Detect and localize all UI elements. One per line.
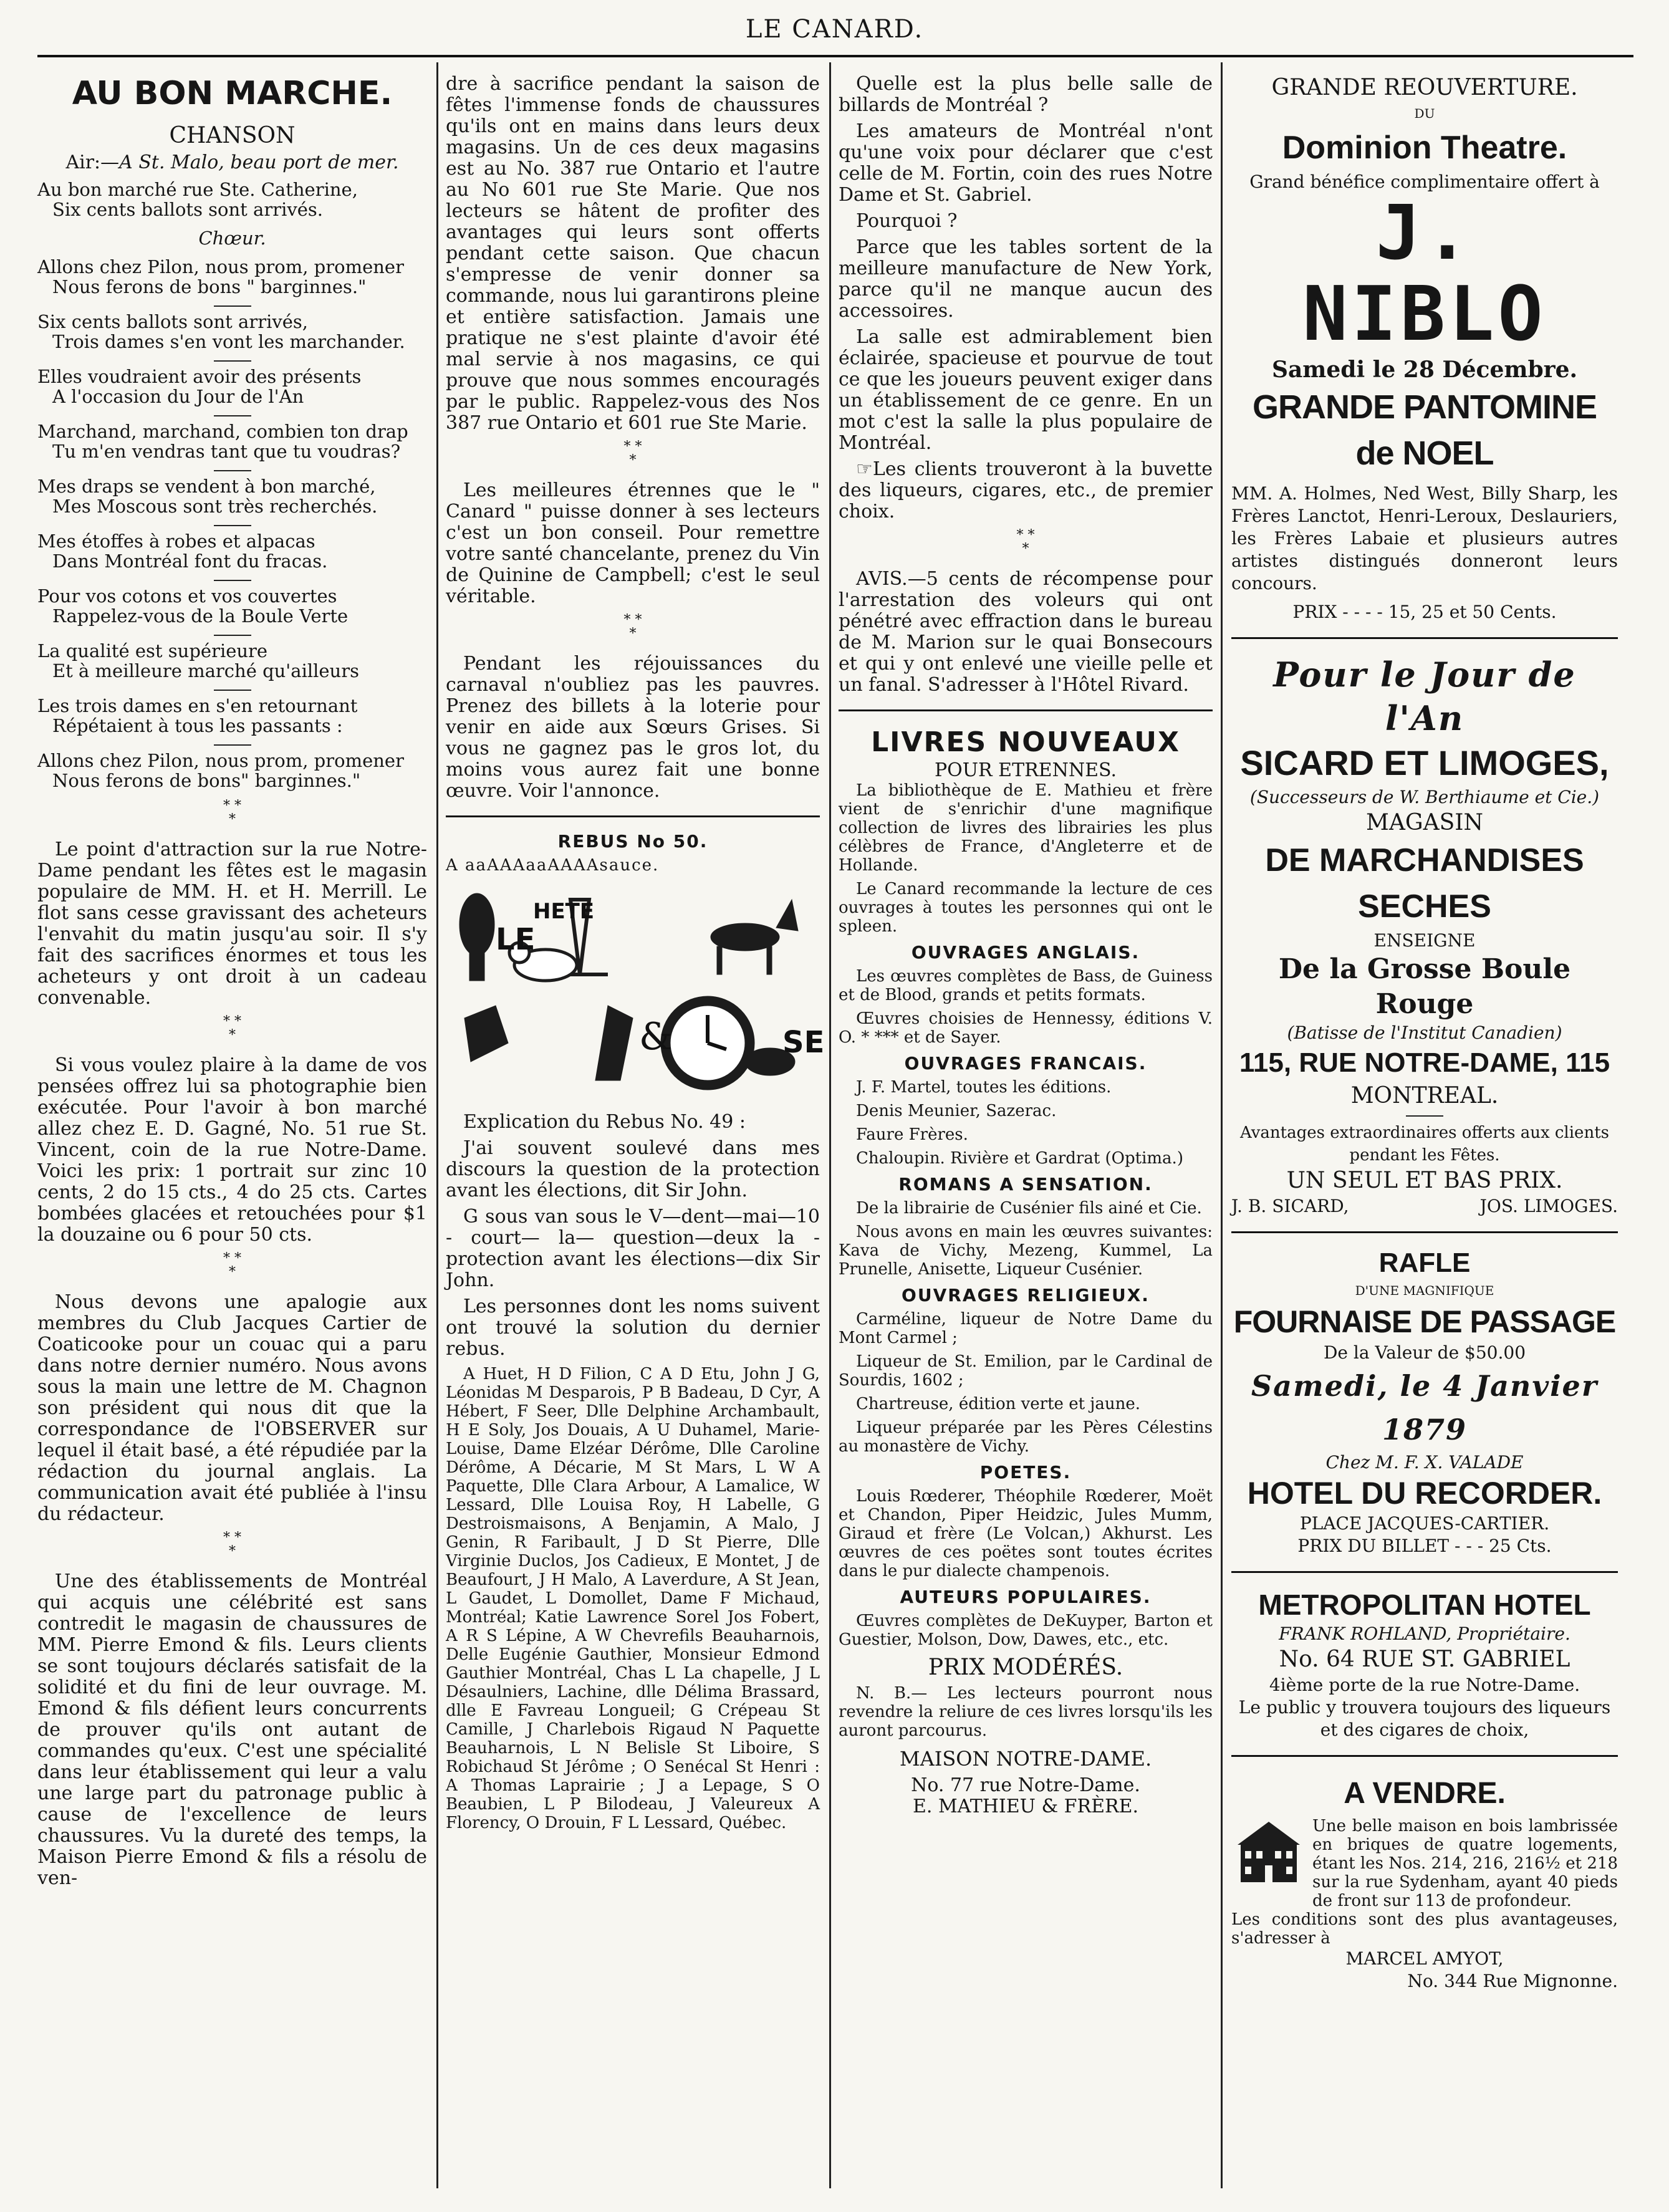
solvers-list: A Huet, H D Filion, C A D Etu, John J G, Léonidas M Desparois, P B Badeau, D Cyr, A Hébert, F Seer, Dlle Delphine Archambault, H E Soly, Jos Douais, A U Duhamel, Marie-Louise, Dame Elzéar Dérôme, Dlle Caroline Dérôme, A Décarie, M St Mars, L W A Paquette, Dlle Clara Arbour, A Lamalice, W Lessard, Dlle Louisa Roy, H Labelle, G Destroismaisons, A Benjamin, A Malo, J Genin, R Faribault, J D St Pierre, Dlle Virginie Duclos, Jos Cadieux, E Montet, J de Beaufourt, J H Malo, A Laverdure, A St Jean, L Gaudet, L Domollet, Dame F Michaud, Montréal; Katie Lawrence Sorel Jos Fobert, A R S Lépine, A W Chevrefils Beauharnois, Delle Eugénie Gauthier, Monsieur Edmond Gauthier Montréal, Chas L La chapelle, J L Désaulniers, Lachine, dlle Délima Brassard, dlle E Favreau Longueil; G Crépeau St Camille, J Charlebois Rigaud N Paquette Beauharnois, L N Belisle St Liboire, S Robichaud St Jérôme ; O Senécal St Henri : A Thomas Laprairie ; J a Lepage, S O Beaubien, L P Bilodeau, J Valeureux A Florency, O Drouin, F L Lessard, Québec. [446,1365,820,1832]
section-rule [1231,1571,1618,1573]
ad-paragraph: Nous avons en main les œuvres suivantes: Kava de Vichy, Mezeng, Kummel, La Prunelle, Anisette, Liqueur Cusénier. [839,1223,1213,1279]
cup-icon [464,1006,508,1062]
asterism: * * * [223,798,241,827]
ad-line: Chez M. F. X. VALADE [1325,1452,1524,1473]
ad-line: ENSEIGNE [1373,930,1476,951]
article-paragraph: Les personnes dont les noms suivent ont trouvé la solution du dernier rebus. [446,1296,820,1360]
verse-line: Six cents ballots sont arrivés. [52,199,323,220]
ad-paragraph: Liqueur de St. Emilion, par le Cardinal de Sourdis, 1602 ; [839,1352,1213,1390]
verse [37,476,427,516]
ad-store-name: MAISON NOTRE-DAME. [899,1747,1152,1771]
rebus-picture [446,881,825,1105]
verse [37,180,427,219]
verse-line: Répétaient à tous les passants : [52,715,343,736]
ad-address: No. 344 Rue Mignonne. [1407,1971,1618,1991]
ad-paragraph: La bibliothèque de E. Mathieu et frère vient de s'enrichir d'une magnifique collection de livres des librairies les plus célèbres de France, d'Angleterre et de Hollande. [839,781,1213,875]
column-2 [446,73,825,2181]
column-divider [436,62,438,2188]
verse-separator [214,470,251,471]
ad-section-heading: OUVRAGES ANGLAIS. [911,942,1140,963]
ad-heading: De la Grosse Boule Rouge [1278,953,1571,1020]
article-paragraph: AVIS.—5 cents de récompense pour l'arrestation des voleurs qui ont pénétré avec effraction dans le bureau de M. Marion sur le quai Bonsecours et qui y ont enlevé une vieille pelle et un fanal. S'adresser à l'Hôtel Rivard. [839,568,1213,696]
column-3 [839,74,1213,2181]
figure-icon [595,1006,633,1080]
asterism: * * * [623,612,642,642]
rebus-explanation-title: Explication du Rebus No. 49 : [463,1111,746,1133]
verse [37,531,427,571]
ad-heading: RAFLE [1378,1248,1471,1278]
figure-icon [469,950,484,981]
rebus-line: A aaAAAaaAAAAsauce. [446,856,660,875]
rebus-illustration [446,881,825,1105]
ad-paragraph: De la librairie de Cusénier fils ainé et Cie. [856,1199,1202,1218]
ad-line: (Batisse de l'Institut Canadien) [1287,1022,1562,1043]
ad-line: Grand bénéfice complimentaire offert à [1249,171,1600,192]
event-date: Samedi, le 4 Janvier 1879 [1251,1369,1599,1446]
ad-signature: MARCEL AMYOT, [1345,1948,1504,1969]
song-air [37,152,427,173]
ad-address: No. 77 rue Notre-Dame. [911,1774,1140,1796]
asterism: * * * [1016,527,1035,557]
ad-small: D'UNE MAGNIFIQUE [1355,1283,1494,1298]
asterism: * * * [223,1251,241,1280]
ad-line: MAGASIN [1366,810,1483,835]
figure-icon [459,893,494,956]
article-paragraph [839,459,1213,522]
section-rule [1231,1231,1618,1233]
verse-separator [214,415,251,416]
asterism: * * * [223,1530,241,1559]
house-icon [1231,1817,1306,1885]
ad-prices: PRIX DU BILLET - - - 25 Cts. [1297,1536,1552,1556]
ad-address: No. 64 RUE ST. GABRIEL [1279,1647,1570,1672]
ad-line: De la Valeur de $50.00 [1323,1342,1526,1363]
column-1 [37,74,427,2181]
verse-line: Les trois dames en s'en retournant [37,695,358,716]
store-name: SICARD ET LIMOGES, [1240,743,1609,782]
ad-paragraph: Une belle maison en bois lambrissée en briques de quatre logements, étant les Nos. 214, 216, 216½ et 218 sur la rue Sydenham, ayant 40 pieds de front sur 113 de profondeur. [1312,1817,1618,1910]
ad-paragraph: MM. A. Holmes, Ned West, Billy Sharp, les Frères Lanctot, Henri-Leroux, Deslauriers, les Frères Labaie et plusieurs autres artistes distingués donneront leurs concours. [1231,483,1618,594]
verse-line: Trois dames s'en vont les marchander. [52,331,405,352]
ad-paragraph: Carméline, liqueur de Notre Dame du Mont Carmel ; [839,1310,1213,1347]
ad-address: 115, RUE NOTRE-DAME, 115 [1239,1047,1610,1078]
ad-heading: DE MARCHANDISES SECHES [1265,842,1584,925]
ad-section-heading: OUVRAGES FRANCAIS. [904,1053,1147,1074]
article-paragraph: Pendant les réjouissances du carnaval n'oubliez pas les pauvres. Prenez des billets à la loterie pour venir en aide aux Sœurs Grises. Si vous ne gagnez pas le gros lot, du moins vous aurez fait une bonne œuvre. Voir l'annonce. [446,653,820,802]
verse [37,696,427,736]
air-prefix: Air:— [65,151,120,173]
verse-line: Mes draps se vendent à bon marché, [37,476,376,497]
verse [37,257,427,297]
section-rule [839,709,1213,711]
song-title: CHANSON [169,123,296,148]
section-rule [446,815,820,817]
article-paragraph: Si vous voulez plaire à la dame de vos pensées offrez lui sa photographie bien exécutée. Pour l'avoir à bon marché allez chez E. D. Gagné, No. 51 rue St. Vincent, coin de la rue Notre-Dame. Voici les prix: 1 portrait sur zinc 10 cents, 2 do 15 cts., 4 do 25 cts. Cartes bombées glacées et retouchées pour $1 la douzaine ou 6 pour 50 cts. [37,1054,427,1246]
verse-line: Dans Montréal font du fracas. [52,551,328,572]
verse-line: Allons chez Pilon, nous prom, promener [37,256,404,277]
chorus-label: Chœur. [198,228,266,249]
rebus-word: LE [496,922,536,957]
verse-line: Mes étoffes à robes et alpacas [37,531,315,552]
article-paragraph: Nous devons une apalogie aux membres du Club Jacques Cartier de Coaticooke pour un couac qui a paru dans notre dernier numéro. Nous avons sous la main une lettre de M. Chagnon son président qui nous dit que la correspondance de l'OBSERVER sur lequel il était basé, a été répudiée par la rédaction du journal anglais. La communication avait été publiée à l'insu du rédacteur. [37,1291,427,1525]
ad-heading: HOTEL DU RECORDER. [1247,1476,1602,1511]
ad-paragraph: Avantages extraordinaires offerts aux clients pendant les Fêtes. [1240,1123,1609,1165]
signature: JOS. LIMOGES. [1479,1196,1618,1216]
column-divider [1221,62,1223,2188]
sale-ad [1231,1817,1618,1910]
ad-line: Faure Frères. [856,1125,968,1144]
ad-line: PLACE JACQUES-CARTIER. [1299,1513,1550,1534]
verse-line: Elles voudraient avoir des présents [37,366,362,387]
ad-heading: Pour le Jour de l'An [1273,655,1576,738]
ad-paragraph: Liqueur préparée par les Pères Célestins au monastère de Vichy. [839,1418,1213,1456]
ad-section-heading: OUVRAGES RELIGIEUX. [902,1285,1150,1306]
verse-separator [214,744,251,746]
verse-separator [214,305,251,307]
verse-line: Nous ferons de bons " barginnes." [52,276,367,297]
asterism: * * * [223,1014,241,1043]
ad-paragraph: Le Canard recommande la lecture de ces ouvrages à toutes les personnes qui ont le spleen. [839,880,1213,936]
ad-paragraph: Chartreuse, édition verte et jaune. [856,1395,1141,1413]
article-paragraph: dre à sacrifice pendant la saison de fêtes l'immense fonds de chaussures qu'ils ont en mains dans leurs deux magasins. Un de ces deux magasins est au No. 387 rue Ontario et l'autre au No 601 rue Ste Marie. Que nos lecteurs se hâtent de profiter des avantages qui leurs sont offerts pendant cette saison. Que chacun s'empresse de venir donner sa commande, nous lui garantirons pleine et entière satisfaction. Jamais une pratique ne s'est plainte d'avoir été mal servie à nos magasins, ce qui prouve que nous sommes encouragés par le public. Rappelez-vous des Nos 387 rue Ontario et 601 rue Ste Marie. [446,73,820,434]
verse-line: Nous ferons de bons" barginnes." [52,770,361,791]
section-rule [1231,1755,1618,1757]
ad-prices: PRIX - - - - 15, 25 et 50 Cents. [1292,602,1557,622]
verse [37,586,427,626]
verse [37,751,427,791]
event-date: Samedi le 28 Décembre. [1271,357,1578,383]
ad-paragraph: Louis Rœderer, Théophile Rœderer, Moët et Chandon, Piper Heidzic, Jules Mumm, Giraud et frère (Le Volcan,) Akhurst. Les œuvres de ces poëtes sont toutes écrites dans le pur dialecte champenois. [839,1487,1213,1580]
article-title: AU BON MARCHE. [72,75,393,112]
ad-heading: A VENDRE. [1344,1777,1506,1810]
verse-separator [214,360,251,362]
ad-paragraph: Œuvres complètes de DeKuyper, Barton et Guestier, Molson, Dow, Dawes, etc., etc. [839,1612,1213,1649]
ad-title: LIVRES NOUVEAUX [871,726,1180,758]
asterism: * * * [623,439,642,468]
air-name: A St. Malo, beau port de mer. [119,151,399,173]
column-4 [1231,74,1618,2181]
verse [37,641,427,681]
ad-city: MONTREAL. [1350,1083,1499,1108]
column-divider [829,62,831,2188]
article-paragraph: Une des établissements de Montréal qui acquis une célébrité est sans contredit le magasin de chaussures de MM. Pierre Emond & fils. Leurs clients se sont toujours déclarés satisfait de la solidité et du fini de leur ouvrage. M. Emond & fils défient leurs concurrents de prouver qu'ils ont autant de commandes qu'eux. C'est une spécialité dans leur établissement qui leur a valu une large part du patronage public à cause de l'excellence de leurs chaussures. Vu la dureté des temps, la Maison Pierre Emond & fils a résolu de ven- [37,1570,427,1889]
verse-line: Au bon marché rue Ste. Catherine, [37,179,358,200]
verse [37,421,427,461]
verse-line: Mes Moscous sont très recherchés. [52,496,378,517]
ad-paragraph: Le public y trouvera toujours des liqueurs et des cigares de choix, [1238,1697,1611,1740]
ad-paragraph: N. B.— Les lecteurs pourront nous revendre la reliure de ces livres lorsqu'ils les auront parcourus. [839,1684,1213,1740]
event-title: GRANDE PANTOMINE de NOEL [1252,388,1597,472]
rebus-word: & [639,1015,673,1059]
separator [1406,1115,1443,1117]
ad-line: Denis Meunier, Sazerac. [856,1102,1057,1120]
verse-line: La qualité est supérieure [37,640,268,661]
verse-separator [214,525,251,526]
verse-line: Marchand, marchand, combien ton drap [37,421,408,442]
article-paragraph: Le point d'attraction sur la rue Notre-Dame pendant les fêtes est le magasin populaire de MM. H. et H. Merrill. Le flot sans cesse gravissant des acheteurs l'envahit du matin jusqu'au soir. Il s'y fait des sacrifices énormes et tous les acheteurs y ont droit à un cadeau convenable. [37,839,427,1009]
performer-name: J. NIBLO [1302,190,1547,358]
article-paragraph: J'ai souvent soulevé dans mes discours la question de la protection avant les élections, dit Sir John. [446,1137,820,1201]
verse-line: Allons chez Pilon, nous prom, promener [37,750,404,771]
verse [37,312,427,352]
masthead: LE CANARD. [745,15,924,44]
verse-separator [214,580,251,581]
ad-section-heading: POETES. [979,1462,1072,1483]
verse-separator [214,690,251,691]
ad-line: FRANK ROHLAND, Propriétaire. [1279,1623,1570,1644]
article-paragraph: G sous van sous le V—dent—mai—10 - court— la— question—deux la - protection avant les élections—dix Sir John. [446,1206,820,1291]
rebus-title: REBUS No 50. [557,831,708,852]
rebus-word: SE [782,1025,825,1060]
verse-line: Pour vos cotons et vos couvertes [37,585,337,607]
verse-line: Tu m'en vendras tant que tu voudras? [52,441,401,462]
signature: J. B. SICARD, [1231,1196,1349,1216]
ad-subtitle: POUR ETRENNES. [934,759,1117,781]
ad-line: UN SEUL ET BAS PRIX. [1286,1168,1563,1193]
verse [37,367,427,406]
verse-line: A l'occasion du Jour de l'An [52,386,304,407]
article-paragraph: Quelle est la plus belle salle de billards de Montréal ? [839,73,1213,116]
section-rule [1231,637,1618,639]
ad-line: (Successeurs de W. Berthiaume et Cie.) [1249,787,1600,807]
verse-separator [214,635,251,636]
paragraph-text: Les clients trouveront à la buvette des liqueurs, cigares, etc., de premier choix. [839,458,1213,522]
ad-heading: GRANDE REOUVERTURE. [1271,75,1578,100]
ad-section-heading: ROMANS A SENSATION. [898,1174,1153,1195]
ad-section-heading: AUTEURS POPULAIRES. [900,1587,1152,1607]
ad-signature: E. MATHIEU & FRÈRE. [912,1796,1139,1817]
article-paragraph: Parce que les tables sortent de la meilleure manufacture de New York, parce qu'il ne manque aucun des accessoires. [839,236,1213,322]
ad-prices: PRIX MODÉRÉS. [928,1655,1123,1680]
article-paragraph: Les amateurs de Montréal n'ont qu'une voix pour déclarer que c'est celle de M. Fortin, coin des rues Notre Dame et St. Gabriel. [839,120,1213,206]
article-paragraph: La salle est admirablement bien éclairée, spacieuse et pourvue de tout ce que les joueurs peuvent exiger dans un établissement de ce genre. En un mot c'est la salle la plus populaire de Montréal. [839,326,1213,454]
hotel-name: METROPOLITAN HOTEL [1258,1589,1591,1621]
ad-paragraph: Œuvres choisies de Hennessy, éditions V. O. * *** et de Sayer. [839,1009,1213,1047]
rebus-word: HETE [533,899,595,924]
verse-line: Rappelez-vous de la Boule Verte [52,605,349,627]
pointing-hand-icon: ☞ [856,458,873,480]
ad-small: DU [1414,106,1435,121]
ad-line: Chaloupin. Rivière et Gardrat (Optima.) [856,1149,1183,1168]
ad-line: J. F. Martel, toutes les éditions. [856,1078,1112,1097]
ad-heading: FOURNAISE DE PASSAGE [1233,1304,1616,1339]
article-paragraph: Les meilleures étrennes que le " Canard " puisse donner à ses lecteurs c'est un bon conseil. Pour remettre votre santé chancelante, prenez du Vin de Quinine de Campbell; c'est le seul véritable. [446,479,820,607]
song-verses [37,180,427,791]
theatre-name: Dominion Theatre. [1282,130,1567,166]
header-rule [37,55,1633,57]
verse-line: Et à meilleure marché qu'ailleurs [52,660,359,681]
ad-line: 4ième porte de la rue Notre-Dame. [1269,1675,1580,1695]
ad-paragraph: Les œuvres complètes de Bass, de Guiness et de Blood, grands et petits formats. [839,967,1213,1004]
ad-paragraph: Les conditions sont des plus avantageuses, s'adresser à [1231,1910,1618,1948]
ad-signatures [1231,1195,1618,1218]
article-paragraph: Pourquoi ? [856,210,958,232]
verse-line: Six cents ballots sont arrivés, [37,311,308,332]
